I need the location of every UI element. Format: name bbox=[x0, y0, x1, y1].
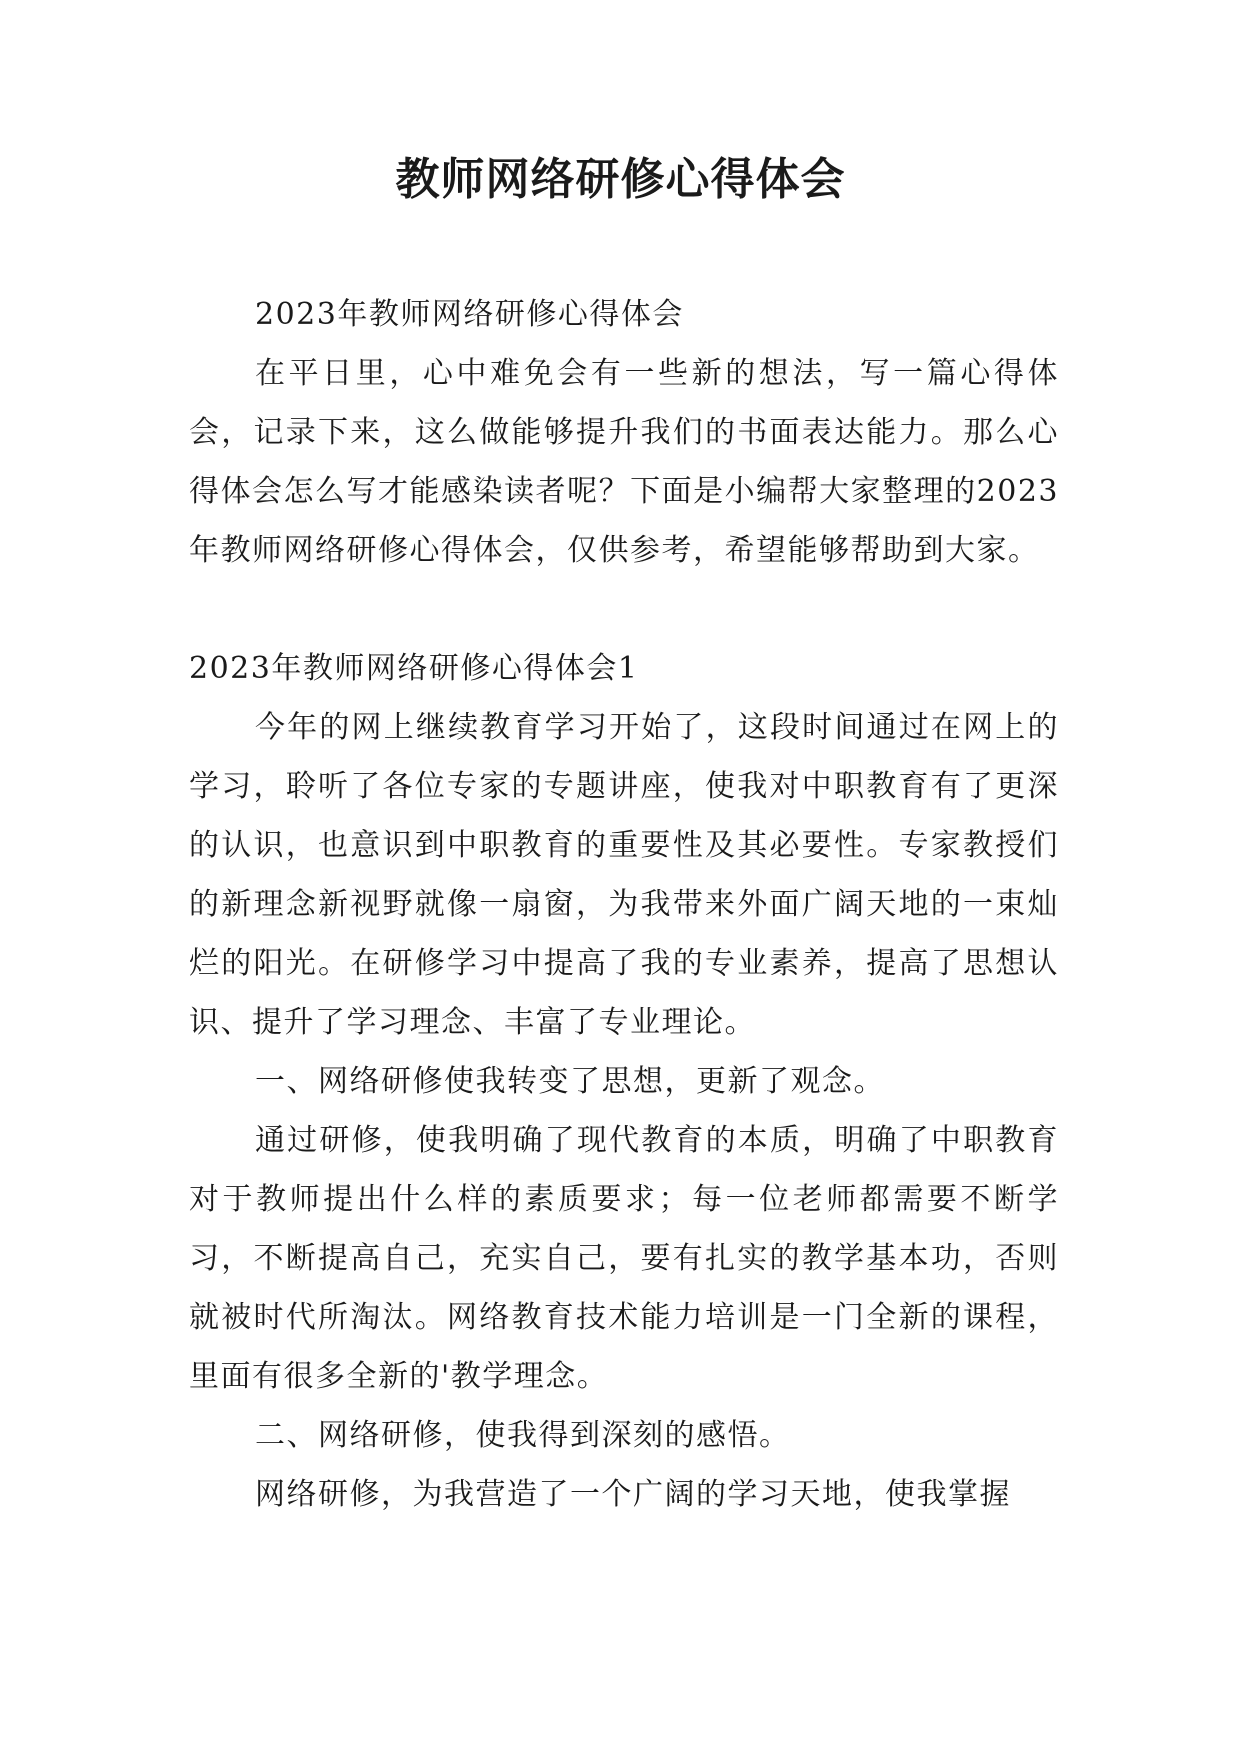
document-body bbox=[189, 285, 1059, 1524]
section-heading: 2023年教师网络研修心得体会1 bbox=[189, 651, 639, 686]
body-paragraph: 网络研修，为我营造了一个广阔的学习天地，使我掌握 bbox=[255, 1477, 1011, 1512]
body-paragraph: 通过研修，使我明确了现代教育的本质，明确了中职教育对于教师提出什么样的素质要求；每一位老师都需要不断学习，不断提高自己，充实自己，要有扎实的教学基本功，否则就被时代所淘汰。网络教育技术能力培训是一门全新的课程，里面有很多全新的'教学理念。 bbox=[189, 1123, 1059, 1394]
body-paragraph: 今年的网上继续教育学习开始了，这段时间通过在网上的学习，聆听了各位专家的专题讲座，使我对中职教育有了更深的认识，也意识到中职教育的重要性及其必要性。专家教授们的新理念新视野就像一扇窗，为我带来外面广阔天地的一束灿烂的阳光。在研修学习中提高了我的专业素养，提高了思想认识、提升了学习理念、丰富了专业理论。 bbox=[189, 710, 1059, 1040]
paragraph-gap bbox=[189, 580, 1059, 639]
point-heading-1: 一、网络研修使我转变了思想，更新了观念。 bbox=[255, 1064, 885, 1099]
intro-heading: 2023年教师网络研修心得体会 bbox=[255, 297, 684, 332]
intro-paragraph: 在平日里，心中难免会有一些新的想法，写一篇心得体会，记录下来，这么做能够提升我们的书面表达能力。那么心得体会怎么写才能感染读者呢？下面是小编帮大家整理的2023年教师网络研修心得体会，仅供参考，希望能够帮助到大家。 bbox=[189, 356, 1059, 568]
point-heading-2: 二、网络研修，使我得到深刻的感悟。 bbox=[255, 1418, 791, 1453]
document-title: 教师网络研修心得体会 bbox=[395, 154, 846, 205]
